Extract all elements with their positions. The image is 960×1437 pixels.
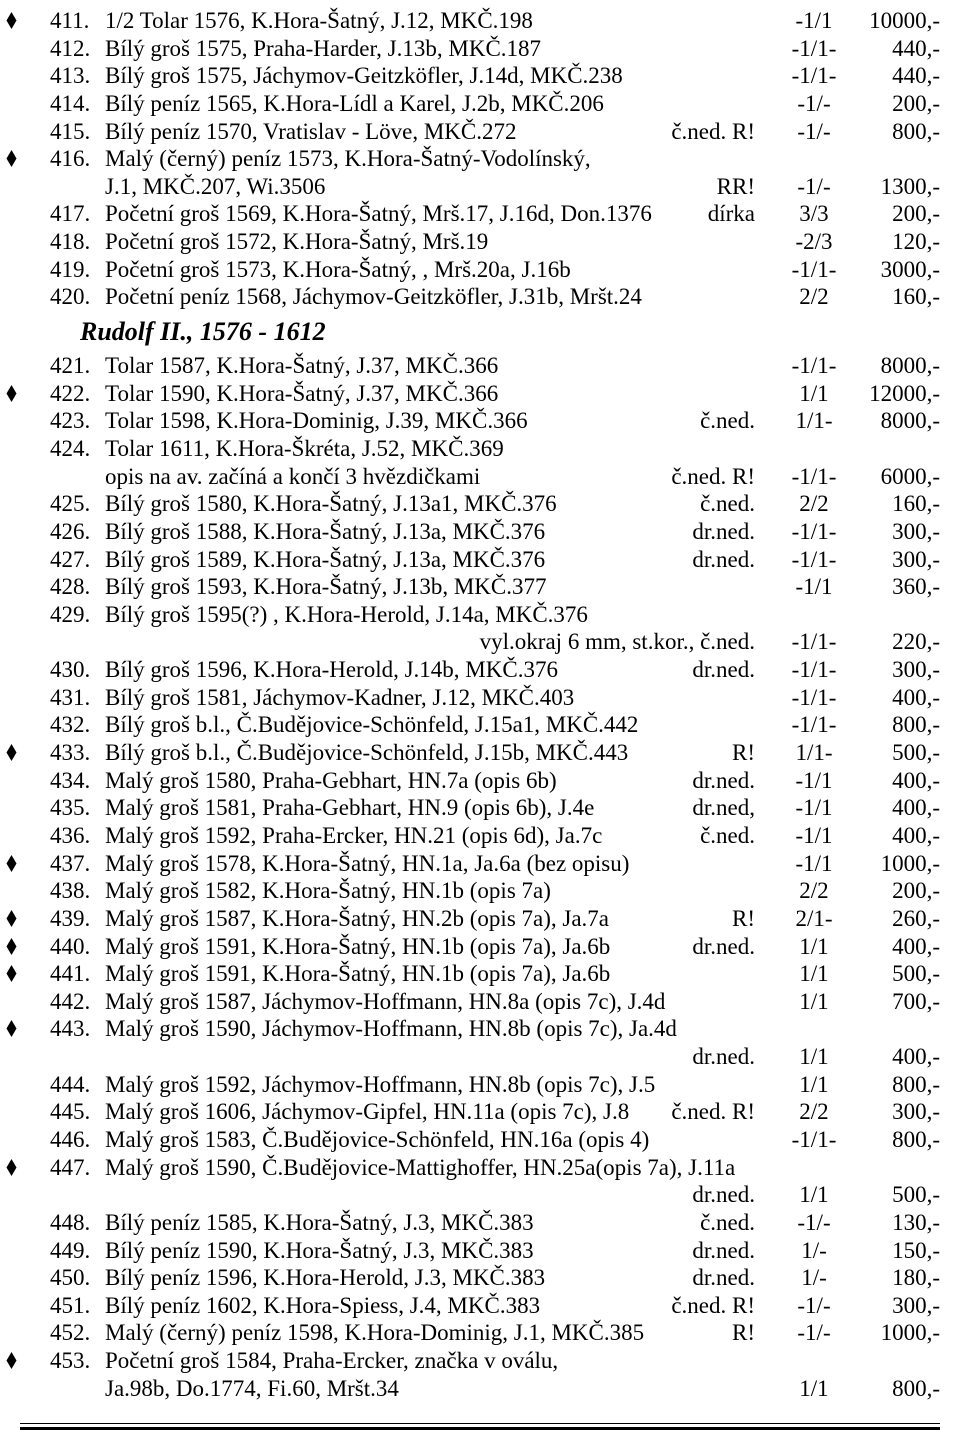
lot-description: Bílý peníz 1602, K.Hora-Spiess, J.4, MKČ.383 — [105, 1292, 541, 1318]
lot-continuation-row — [0, 463, 960, 491]
lot-description: Bílý groš 1581, Jáchymov-Kadner, J.12, MKČ.403 — [105, 684, 575, 710]
lot-row — [0, 767, 960, 795]
lot-price: 800,- — [892, 1071, 940, 1097]
lot-row — [0, 407, 960, 435]
lot-description: Početní groš 1584, Praha-Ercker, značka v oválu, — [105, 1348, 559, 1374]
lot-description: Malý groš 1590, Jáchymov-Hoffmann, HN.8b (opis 7c), Ja.4d — [105, 1016, 677, 1042]
lot-note: č.ned. R! — [671, 1099, 755, 1125]
lot-row — [0, 850, 960, 878]
lot-row — [0, 1015, 960, 1043]
lot-price: 300,- — [892, 518, 940, 544]
lot-description: Malý groš 1583, Č.Budějovice-Schönfeld, HN.16a (opis 4) — [105, 1126, 650, 1152]
lot-row — [0, 1071, 960, 1099]
lot-row — [0, 380, 960, 408]
lot-price: 300,- — [892, 657, 940, 683]
lot-description: Malý (černý) peníz 1573, K.Hora-Šatný-Vodolínský, — [105, 146, 591, 172]
lot-price: 800,- — [892, 118, 940, 144]
lot-number: 448. — [50, 1209, 91, 1235]
lot-description: Početní peníz 1568, Jáchymov-Geitzköfler, J.31b, Mršt.24 — [105, 284, 642, 310]
lot-number: 439. — [50, 905, 91, 931]
lot-price: 10000,- — [869, 8, 940, 33]
lot-grade: -1/1- — [791, 256, 837, 282]
section-heading-row — [0, 311, 960, 352]
lot-row — [0, 601, 960, 629]
lot-note: vyl.okraj 6 mm, st.kor., č.ned. — [479, 629, 755, 655]
lot-grade: -1/1- — [791, 684, 837, 710]
lot-price: 800,- — [892, 1375, 940, 1401]
lot-row — [0, 1319, 960, 1347]
diamond-icon — [6, 855, 17, 872]
lot-description: opis na av. začíná a končí 3 hvězdičkami — [105, 463, 481, 489]
lot-row — [0, 822, 960, 850]
lot-description: Tolar 1587, K.Hora-Šatný, J.37, MKČ.366 — [105, 353, 499, 379]
lot-number: 415. — [50, 118, 91, 144]
lot-row — [0, 656, 960, 684]
lot-note: dr.ned, — [692, 795, 755, 821]
lot-number: 421. — [50, 353, 91, 379]
lot-price: 12000,- — [869, 380, 940, 406]
lot-price: 160,- — [892, 491, 940, 517]
lot-row — [0, 200, 960, 228]
lot-continuation-row — [0, 1181, 960, 1209]
lot-grade: 2/2 — [799, 1099, 829, 1125]
lot-grade: -1/1 — [795, 795, 833, 821]
lot-note: dr.ned. — [692, 1265, 755, 1291]
diamond-icon — [6, 150, 17, 167]
lot-note: dr.ned. — [692, 933, 755, 959]
lot-price: 800,- — [892, 712, 940, 738]
lot-note: č.ned. — [700, 491, 755, 517]
lot-row — [0, 518, 960, 546]
lot-number: 452. — [50, 1320, 91, 1346]
lot-number: 430. — [50, 657, 91, 683]
lot-description: Bílý groš 1589, K.Hora-Šatný, J.13a, MKČ.376 — [105, 546, 546, 572]
lot-price: 8000,- — [880, 408, 940, 434]
lot-note: R! — [732, 740, 755, 766]
lot-row — [0, 546, 960, 574]
lot-description: Malý groš 1580, Praha-Gebhart, HN.7a (opis 6b) — [105, 767, 557, 793]
lot-description: Ja.98b, Do.1774, Fi.60, Mršt.34 — [105, 1375, 399, 1401]
diamond-icon — [6, 744, 17, 761]
lot-description: Bílý groš 1595(?) , K.Hora-Herold, J.14a, MKČ.376 — [105, 601, 588, 627]
lot-number: 453. — [50, 1348, 91, 1374]
lot-row — [0, 62, 960, 90]
lot-grade: 2/2 — [799, 491, 829, 517]
lot-grade: -1/1- — [791, 712, 837, 738]
lot-description: Malý groš 1591, K.Hora-Šatný, HN.1b (opis 7a), Ja.6b — [105, 961, 611, 987]
lot-number: 444. — [50, 1071, 91, 1097]
lot-note: dr.ned. — [692, 767, 755, 793]
lot-grade: -1/1 — [795, 574, 833, 600]
lot-description: Malý groš 1591, K.Hora-Šatný, HN.1b (opis 7a), Ja.6b — [105, 933, 611, 959]
lot-row — [0, 960, 960, 988]
lot-row — [0, 228, 960, 256]
lot-number: 428. — [50, 574, 91, 600]
lot-note: dr.ned. — [692, 518, 755, 544]
lot-number: 417. — [50, 201, 91, 227]
lot-continuation-row — [0, 1375, 960, 1403]
lot-row — [0, 7, 960, 35]
lot-grade: -1/1- — [791, 629, 837, 655]
diamond-icon — [6, 1020, 17, 1037]
lot-price: 400,- — [892, 767, 940, 793]
lot-grade: 2/1- — [795, 905, 833, 931]
lot-description: Malý groš 1587, K.Hora-Šatný, HN.2b (opis 7a), Ja.7a — [105, 905, 610, 931]
lot-note: dr.ned. — [692, 546, 755, 572]
lot-note: dr.ned. — [692, 1237, 755, 1263]
lot-note: č.ned. — [700, 822, 755, 848]
lot-price: 300,- — [892, 1292, 940, 1318]
lot-description: J.1, MKČ.207, Wi.3506 — [105, 173, 326, 199]
lot-description: Bílý groš 1575, Praha-Harder, J.13b, MKČ.187 — [105, 35, 542, 61]
lot-description: Tolar 1611, K.Hora-Škréta, J.52, MKČ.369 — [105, 435, 504, 461]
lot-description: Bílý groš 1588, K.Hora-Šatný, J.13a, MKČ.376 — [105, 518, 546, 544]
lot-description: Bílý peníz 1590, K.Hora-Šatný, J.3, MKČ.383 — [105, 1237, 534, 1263]
lot-grade: -1/1 — [795, 850, 833, 876]
lot-description: Bílý groš 1596, K.Hora-Herold, J.14b, MKČ.376 — [105, 657, 558, 683]
lot-number: 422. — [50, 380, 91, 406]
lot-row — [0, 905, 960, 933]
lot-grade: -1/- — [797, 118, 831, 144]
lot-description: Bílý peníz 1565, K.Hora-Lídl a Karel, J.2b, MKČ.206 — [105, 90, 604, 116]
lot-row — [0, 1126, 960, 1154]
lot-price: 440,- — [892, 35, 940, 61]
lot-price: 160,- — [892, 284, 940, 310]
lot-note: R! — [732, 1320, 755, 1346]
lot-description: Malý groš 1581, Praha-Gebhart, HN.9 (opis 6b), J.4e — [105, 795, 595, 821]
lot-price: 300,- — [892, 1099, 940, 1125]
lot-grade: -1/1 — [795, 767, 833, 793]
lot-note: dr.ned. — [692, 657, 755, 683]
lot-grade: 1/1 — [799, 933, 829, 959]
lot-row — [0, 145, 960, 173]
lot-price: 200,- — [892, 878, 940, 904]
lot-number: 431. — [50, 684, 91, 710]
lot-price: 150,- — [892, 1237, 940, 1263]
lot-note: č.ned. R! — [671, 118, 755, 144]
lot-price: 800,- — [892, 1126, 940, 1152]
lot-price: 360,- — [892, 574, 940, 600]
lot-number: 440. — [50, 933, 91, 959]
lot-number: 425. — [50, 491, 91, 517]
lot-note: R! — [732, 905, 755, 931]
lot-note: dr.ned. — [692, 1044, 755, 1070]
lot-number: 436. — [50, 822, 91, 848]
lot-row — [0, 1098, 960, 1126]
lot-number: 443. — [50, 1016, 91, 1042]
lot-number: 424. — [50, 435, 91, 461]
lot-note: dr.ned. — [692, 1182, 755, 1208]
lot-grade: -1/1- — [791, 463, 837, 489]
lot-description: Bílý peníz 1596, K.Hora-Herold, J.3, MKČ.383 — [105, 1265, 546, 1291]
lot-price: 500,- — [892, 961, 940, 987]
lot-price: 6000,- — [880, 463, 940, 489]
lot-number: 416. — [50, 146, 91, 172]
lot-grade: 1/- — [801, 1265, 827, 1291]
lot-grade: -1/- — [797, 1209, 831, 1235]
lot-number: 414. — [50, 90, 91, 116]
diamond-icon — [6, 385, 17, 402]
lot-number: 450. — [50, 1265, 91, 1291]
lot-row — [0, 1292, 960, 1320]
lot-number: 413. — [50, 63, 91, 89]
lot-row — [0, 283, 960, 311]
lot-price: 700,- — [892, 988, 940, 1014]
lot-number: 426. — [50, 518, 91, 544]
lot-description: Malý groš 1578, K.Hora-Šatný, HN.1a, Ja.6a (bez opisu) — [105, 850, 630, 876]
lot-row — [0, 739, 960, 767]
lot-row — [0, 877, 960, 905]
lot-price: 300,- — [892, 546, 940, 572]
lot-description: Malý groš 1587, Jáchymov-Hoffmann, HN.8a (opis 7c), J.4d — [105, 988, 666, 1014]
lot-row — [0, 1347, 960, 1375]
lot-row — [0, 1154, 960, 1182]
lot-grade: -1/1- — [791, 35, 837, 61]
lot-price: 130,- — [892, 1209, 940, 1235]
lot-number: 433. — [50, 740, 91, 766]
lot-description: Malý (černý) peníz 1598, K.Hora-Dominig, J.1, MKČ.385 — [105, 1320, 645, 1346]
lot-grade: -1/1 — [795, 822, 833, 848]
lot-row — [0, 684, 960, 712]
lot-grade: 1/1 — [799, 1071, 829, 1097]
lot-note: č.ned. R! — [671, 463, 755, 489]
lot-row — [0, 1264, 960, 1292]
lot-number: 427. — [50, 546, 91, 572]
lot-description: Bílý groš 1580, K.Hora-Šatný, J.13a1, MKČ.376 — [105, 491, 557, 517]
lot-row — [0, 352, 960, 380]
lot-price: 500,- — [892, 740, 940, 766]
lot-price: 200,- — [892, 201, 940, 227]
lot-row — [0, 490, 960, 518]
lot-note: RR! — [716, 173, 755, 199]
lot-note: č.ned. R! — [671, 1292, 755, 1318]
lot-grade: 1/- — [801, 1237, 827, 1263]
lot-description: Tolar 1598, K.Hora-Dominig, J.39, MKČ.366 — [105, 408, 528, 434]
diamond-icon — [6, 12, 17, 29]
lot-price: 400,- — [892, 822, 940, 848]
lot-price: 180,- — [892, 1265, 940, 1291]
lot-continuation-row — [0, 173, 960, 201]
lot-row — [0, 90, 960, 118]
lot-price: 400,- — [892, 933, 940, 959]
section-heading: Rudolf II., 1576 - 1612 — [80, 317, 326, 347]
lot-continuation-row — [0, 628, 960, 656]
diamond-icon — [6, 938, 17, 955]
lot-number: 438. — [50, 878, 91, 904]
lot-row — [0, 435, 960, 463]
lot-number: 445. — [50, 1099, 91, 1125]
lot-number: 419. — [50, 256, 91, 282]
lot-grade: 1/1 — [799, 380, 829, 406]
lot-grade: -1/- — [797, 1320, 831, 1346]
lot-price: 120,- — [892, 229, 940, 255]
lot-number: 451. — [50, 1292, 91, 1318]
lot-note: č.ned. — [700, 1209, 755, 1235]
lot-description: Početní groš 1572, K.Hora-Šatný, Mrš.19 — [105, 229, 489, 255]
diamond-icon — [6, 965, 17, 982]
lot-number: 446. — [50, 1126, 91, 1152]
lot-price: 400,- — [892, 795, 940, 821]
lot-grade: -1/1- — [791, 1126, 837, 1152]
lot-description: Početní groš 1573, K.Hora-Šatný, , Mrš.20a, J.16b — [105, 256, 571, 282]
lot-description: 1/2 Tolar 1576, K.Hora-Šatný, J.12, MKČ.198 — [105, 8, 533, 33]
lot-row — [0, 573, 960, 601]
lot-description: Malý groš 1590, Č.Budějovice-Mattighoffer, HN.25a(opis 7a), J.11a — [105, 1154, 736, 1180]
lot-price: 400,- — [892, 1044, 940, 1070]
lot-number: 411. — [50, 8, 90, 33]
lot-grade: 1/1 — [799, 1044, 829, 1070]
lot-note: č.ned. — [700, 408, 755, 434]
footer-double-rule — [20, 1423, 940, 1430]
lot-price: 200,- — [892, 90, 940, 116]
lot-grade: -1/1- — [791, 518, 837, 544]
lot-price: 1300,- — [880, 173, 940, 199]
lot-description: Malý groš 1606, Jáchymov-Gipfel, HN.11a (opis 7c), J.8 — [105, 1099, 630, 1125]
lot-grade: -1/- — [797, 1292, 831, 1318]
lot-grade: -1/- — [797, 173, 831, 199]
lot-description: Bílý groš b.l., Č.Budějovice-Schönfeld, J.15a1, MKČ.442 — [105, 712, 639, 738]
lot-number: 434. — [50, 767, 91, 793]
lot-price: 8000,- — [880, 353, 940, 379]
lot-description: Bílý peníz 1585, K.Hora-Šatný, J.3, MKČ.383 — [105, 1209, 534, 1235]
lot-grade: 1/1 — [799, 1375, 829, 1401]
lot-number: 449. — [50, 1237, 91, 1263]
lot-grade: 1/1 — [799, 1182, 829, 1208]
diamond-icon — [6, 1159, 17, 1176]
lot-grade: -2/3 — [795, 229, 833, 255]
lot-number: 429. — [50, 601, 91, 627]
lot-row — [0, 35, 960, 63]
lot-price: 500,- — [892, 1182, 940, 1208]
lot-number: 435. — [50, 795, 91, 821]
lot-price: 1000,- — [880, 1320, 940, 1346]
lot-grade: 1/1 — [799, 961, 829, 987]
lot-price: 3000,- — [880, 256, 940, 282]
lot-number: 441. — [50, 961, 91, 987]
lot-grade: -1/1- — [791, 353, 837, 379]
lot-description: Bílý peníz 1570, Vratislav - Löve, MKČ.272 — [105, 118, 517, 144]
lot-row — [0, 711, 960, 739]
lot-price: 1000,- — [880, 850, 940, 876]
lot-grade: -1/1- — [791, 657, 837, 683]
lot-number: 442. — [50, 988, 91, 1014]
lot-description: Bílý groš 1575, Jáchymov-Geitzköfler, J.14d, MKČ.238 — [105, 63, 623, 89]
lot-row — [0, 256, 960, 284]
lot-number: 412. — [50, 35, 91, 61]
lot-number: 423. — [50, 408, 91, 434]
diamond-icon — [6, 1352, 17, 1369]
lot-grade: 1/1- — [795, 408, 833, 434]
lot-grade: 2/2 — [799, 878, 829, 904]
lot-description: Početní groš 1569, K.Hora-Šatný, Mrš.17, J.16d, Don.1376 — [105, 201, 652, 227]
lot-number: 418. — [50, 229, 91, 255]
lot-grade: -1/- — [797, 90, 831, 116]
lot-grade: 2/2 — [799, 284, 829, 310]
lot-grade: 1/1 — [799, 988, 829, 1014]
lot-row — [0, 1237, 960, 1265]
lot-continuation-row — [0, 1043, 960, 1071]
lot-grade: 3/3 — [799, 201, 829, 227]
lot-row — [0, 794, 960, 822]
lot-description: Malý groš 1582, K.Hora-Šatný, HN.1b (opis 7a) — [105, 878, 551, 904]
lot-description: Malý groš 1592, Praha-Ercker, HN.21 (opis 6d), Ja.7c — [105, 822, 603, 848]
lot-price: 260,- — [892, 905, 940, 931]
lot-number: 437. — [50, 850, 91, 876]
lot-row — [0, 1209, 960, 1237]
lot-description: Bílý groš 1593, K.Hora-Šatný, J.13b, MKČ.377 — [105, 574, 547, 600]
lot-grade: -1/1- — [791, 63, 837, 89]
lot-number: 420. — [50, 284, 91, 310]
lot-row — [0, 988, 960, 1016]
diamond-icon — [6, 910, 17, 927]
lot-row — [0, 118, 960, 146]
lot-price: 220,- — [892, 629, 940, 655]
lot-grade: 1/1- — [795, 740, 833, 766]
lot-number: 432. — [50, 712, 91, 738]
lot-row — [0, 933, 960, 961]
lot-grade: -1/1- — [791, 546, 837, 572]
lot-description: Malý groš 1592, Jáchymov-Hoffmann, HN.8b (opis 7c), J.5 — [105, 1071, 656, 1097]
lot-price: 440,- — [892, 63, 940, 89]
auction-lot-list — [0, 7, 960, 1402]
lot-description: Bílý groš b.l., Č.Budějovice-Schönfeld, J.15b, MKČ.443 — [105, 740, 629, 766]
lot-price: 400,- — [892, 684, 940, 710]
lot-grade: -1/1 — [795, 8, 833, 33]
lot-note: dírka — [707, 201, 755, 227]
lot-description: Tolar 1590, K.Hora-Šatný, J.37, MKČ.366 — [105, 380, 499, 406]
lot-number: 447. — [50, 1154, 91, 1180]
